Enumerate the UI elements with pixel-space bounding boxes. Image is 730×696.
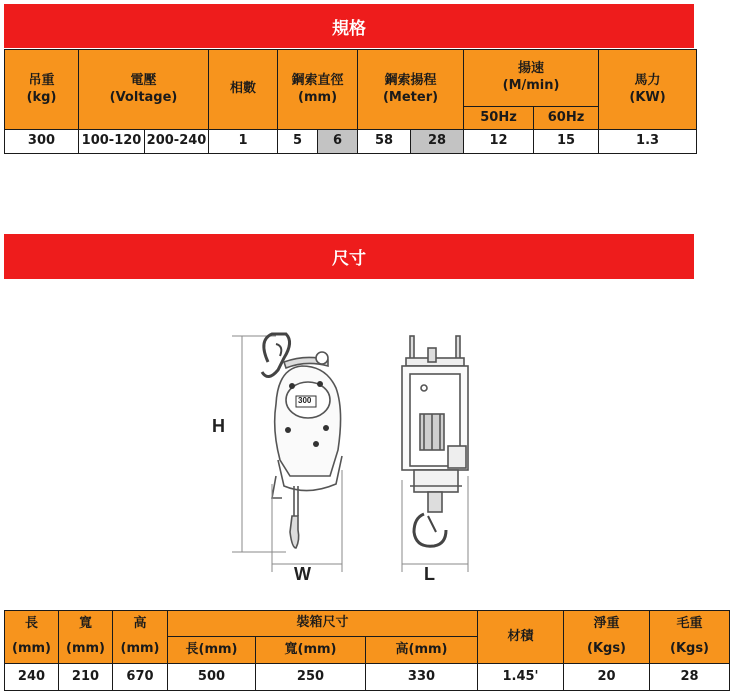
header-power-label: 馬力 xyxy=(634,72,661,88)
header-load-label: 吊重 xyxy=(28,72,55,88)
value-power: 1.3 xyxy=(599,130,697,154)
header-power-unit: (KW) xyxy=(629,89,666,105)
value-pkg-length: 500 xyxy=(168,664,256,691)
spec-banner-title: 規格 xyxy=(332,18,366,39)
header-speed xyxy=(464,50,599,107)
value-gross-weight: 28 xyxy=(650,664,730,691)
h-dimension-label: H xyxy=(212,416,225,436)
header-length xyxy=(5,611,59,664)
value-pkg-height: 330 xyxy=(366,664,478,691)
header-net-weight xyxy=(564,611,650,664)
hoist-drawing xyxy=(180,300,524,610)
w-dimension-label: W xyxy=(294,564,311,584)
header-hz50: 50Hz xyxy=(464,107,534,130)
header-hz60: 60Hz xyxy=(534,107,599,130)
value-speed-60: 15 xyxy=(534,130,599,154)
header-net-weight-unit: (Kgs) xyxy=(587,641,626,656)
header-voltage-unit: (Voltage) xyxy=(109,89,178,105)
header-width xyxy=(59,611,113,664)
value-volume: 1.45' xyxy=(478,664,564,691)
header-gross-weight xyxy=(650,611,730,664)
header-height-label: 高 xyxy=(133,616,147,632)
header-voltage xyxy=(79,50,209,130)
header-phase-label: 相數 xyxy=(230,81,257,97)
header-rope-diameter-unit: (mm) xyxy=(298,89,338,105)
header-phase xyxy=(209,50,278,130)
header-pkg-length: 長(mm) xyxy=(168,637,256,664)
hoist-side-view xyxy=(402,336,468,546)
header-length-unit: (mm) xyxy=(12,641,51,656)
hoist-diagram xyxy=(180,300,524,610)
hoist-front-view xyxy=(262,334,342,548)
header-gross-weight-unit: (Kgs) xyxy=(670,641,709,656)
header-speed-label: 揚速 xyxy=(518,61,545,77)
value-dia-a: 5 xyxy=(278,130,318,154)
header-speed-unit: (M/min) xyxy=(502,78,560,93)
header-power xyxy=(599,50,697,130)
value-lift-a: 58 xyxy=(358,130,411,154)
value-height: 670 xyxy=(113,664,168,691)
header-width-unit: (mm) xyxy=(66,641,105,656)
header-rope-diameter xyxy=(278,50,358,130)
value-speed-50: 12 xyxy=(464,130,534,154)
header-height xyxy=(113,611,168,664)
value-voltage-b: 200-240 xyxy=(145,130,209,154)
value-width: 210 xyxy=(59,664,113,691)
value-voltage-a: 100-120 xyxy=(79,130,145,154)
header-pkg-width: 寬(mm) xyxy=(256,637,366,664)
header-rope-diameter-label: 鋼索直徑 xyxy=(291,72,344,88)
header-width-label: 寬 xyxy=(78,616,92,632)
value-pkg-width: 250 xyxy=(256,664,366,691)
header-height-unit: (mm) xyxy=(120,641,160,656)
value-net-weight: 20 xyxy=(564,664,650,691)
value-dia-b: 6 xyxy=(318,130,358,154)
header-volume: 材積 xyxy=(478,611,564,664)
header-voltage-label: 電壓 xyxy=(130,72,157,88)
header-package: 裝箱尺寸 xyxy=(168,611,478,637)
value-lift-b: 28 xyxy=(411,130,464,154)
l-dimension-label: L xyxy=(424,564,435,584)
header-gross-weight-label: 毛重 xyxy=(676,616,703,632)
dims-table xyxy=(4,610,730,691)
header-load-unit: (kg) xyxy=(26,89,57,105)
value-load: 300 xyxy=(5,130,79,154)
dims-banner-title: 尺寸 xyxy=(332,249,366,269)
header-rope-lift-label: 鋼索揚程 xyxy=(384,72,437,88)
spec-banner xyxy=(4,4,694,48)
spec-table xyxy=(4,49,697,154)
header-load xyxy=(5,50,79,130)
value-length: 240 xyxy=(5,664,59,691)
header-length-label: 長 xyxy=(24,616,38,632)
dims-banner xyxy=(4,234,694,279)
header-pkg-height: 高(mm) xyxy=(366,637,478,664)
header-net-weight-label: 淨重 xyxy=(593,616,620,632)
header-rope-lift xyxy=(358,50,464,130)
header-rope-lift-unit: (Meter) xyxy=(382,89,439,105)
value-phase: 1 xyxy=(209,130,278,154)
diagram-model-badge: 300 xyxy=(298,396,312,405)
